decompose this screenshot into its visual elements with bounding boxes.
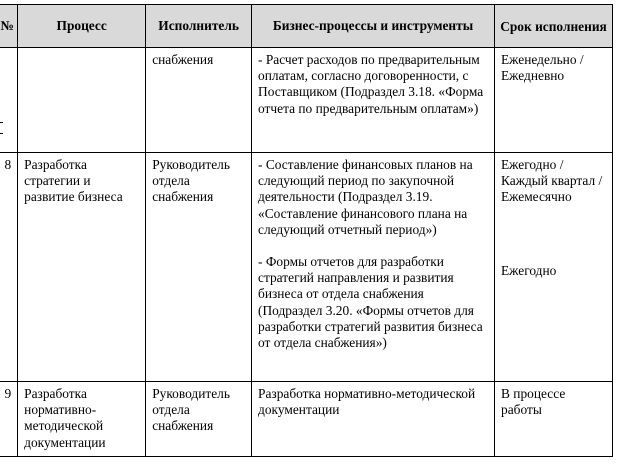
row-schedule — [495, 382, 613, 457]
tool-item: - Составление финансовых планов на следующий период по закупочной деятельности (Подраздел 3.19. «Составление финансового плана на следующий отчетный период») — [258, 157, 473, 237]
row-tools — [252, 153, 495, 382]
row-number: 8 — [0, 153, 18, 382]
tool-item: - Формы отчетов для разработки стратегий направления и развития бизнеса от отдела снабжения (Подраздел 3.20. «Формы отчетов для разработки стратегий развития бизнеса от отдела снабжения») — [258, 254, 483, 351]
row-number: 9 — [0, 382, 18, 457]
row-tools — [252, 48, 495, 153]
row-number — [0, 48, 18, 153]
schedule-item: Ежегодно / Каждый квартал / Ежемесячно — [501, 157, 603, 205]
paragraph-gap — [258, 238, 489, 254]
row-schedule — [495, 48, 613, 153]
header-number: № — [0, 5, 18, 48]
header-tools: Бизнес-процессы и инструменты — [252, 5, 495, 48]
row-tools — [252, 382, 495, 457]
table-row — [0, 382, 613, 457]
schedule-item: Ежегодно — [501, 262, 557, 278]
row-schedule — [495, 153, 613, 382]
schedule-item: Еженедельно / Ежедневно — [501, 52, 584, 84]
row-process: Разработка стратегии и развитие бизнеса — [18, 153, 146, 382]
tool-item: Разработка нормативно-методической документации — [258, 386, 476, 418]
row-process: Разработка нормативно-методической документации — [18, 382, 146, 457]
row-process — [18, 48, 146, 153]
header-process: Процесс — [18, 5, 146, 48]
table-header-row — [0, 5, 613, 48]
row-executor: снабжения — [146, 48, 252, 153]
paragraph-gap — [501, 206, 607, 263]
row-executor: Руководитель отдела снабжения — [146, 382, 252, 457]
schedule-item: В процессе работы — [501, 386, 566, 418]
process-table — [0, 4, 613, 457]
table-row — [0, 48, 613, 153]
header-executor: Исполнитель — [146, 5, 252, 48]
row-executor: Руководитель отдела снабжения — [146, 153, 252, 382]
table-row — [0, 153, 613, 382]
header-schedule: Срок исполнения — [495, 5, 613, 48]
tool-item: - Расчет расходов по предварительным оплатам, согласно договоренности, с Поставщиком (Подраздел 3.18. «Форма отчета по предварительным оплатам») — [258, 52, 484, 116]
